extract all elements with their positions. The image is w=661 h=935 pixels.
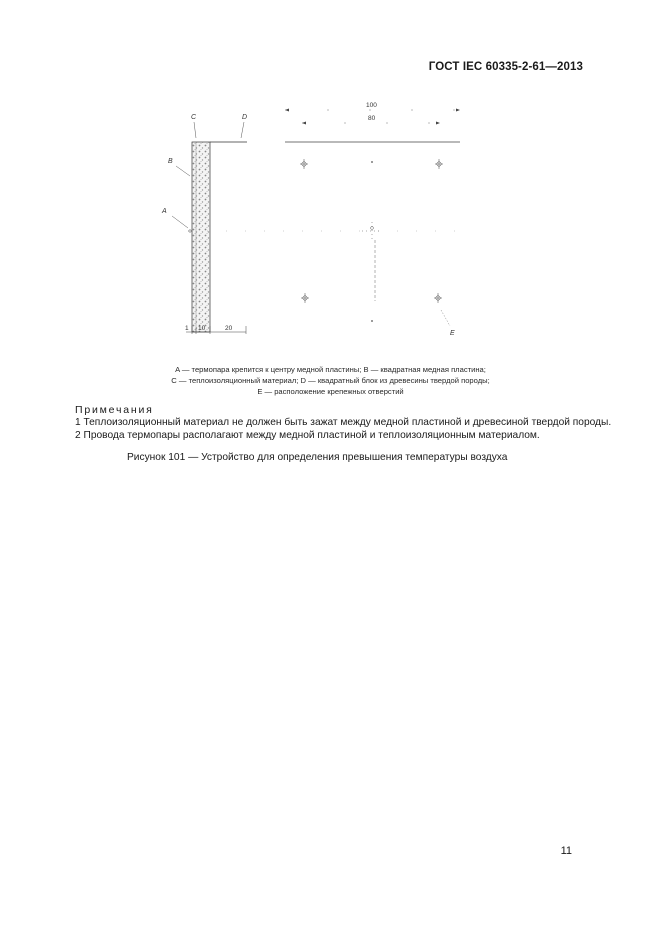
dim-80-arrow-right [436,122,440,125]
dim-20-label: 20 [225,325,233,332]
dim-1-label: 1 [185,325,189,332]
dim-100-label: 100 [366,102,377,109]
mounting-hole-br [434,293,442,303]
insulation-block [192,142,210,332]
document-header-title: ГОСТ IEC 60335-2-61—2013 [428,61,583,73]
leader-a [172,216,188,228]
dim-10-label: 10 [198,325,206,332]
mounting-hole-bl [301,293,309,303]
dim-80-arrow-left [302,122,306,125]
dim-100-arrow-left [285,109,289,112]
legend-line-3: E — расположение крепежных отверстий [257,387,404,396]
legend-line-1: A — термопара крепится к центру медной пластины; B — квадратная медная пластина; [175,365,486,374]
label-a: A [162,208,167,215]
dim-100-arrow-right [456,109,460,112]
leader-e [441,310,450,326]
page-number: 11 [560,845,572,857]
note-1: 1 Теплоизоляционный материал не должен быть зажат между медной пластиной и древесиной твердой породы. [75,417,612,428]
label-c: C [191,114,197,121]
label-e: E [450,330,455,337]
legend-line-2: C — теплоизоляционный материал; D — квадратный блок из древесины твердой породы; [171,376,490,385]
figure-caption: Рисунок 101 — Устройство для определения превышения температуры воздуха [127,452,508,463]
dim-80-label: 80 [368,115,376,122]
center-mark-top [371,161,373,163]
mounting-hole-tl [300,159,308,169]
center-hole [362,222,382,240]
notes-heading: Примечания [75,404,154,416]
label-d: D [242,114,248,121]
center-mark-bottom [371,320,373,322]
label-b: B [168,158,173,165]
leader-c [194,122,196,138]
thermocouple-point [189,230,191,232]
leader-d [241,122,244,138]
leader-b [176,166,190,176]
mounting-hole-tr [435,159,443,169]
technical-drawing [150,96,480,346]
note-2: 2 Провода термопары располагают между медной пластиной и теплоизоляционным материалом. [75,430,540,441]
